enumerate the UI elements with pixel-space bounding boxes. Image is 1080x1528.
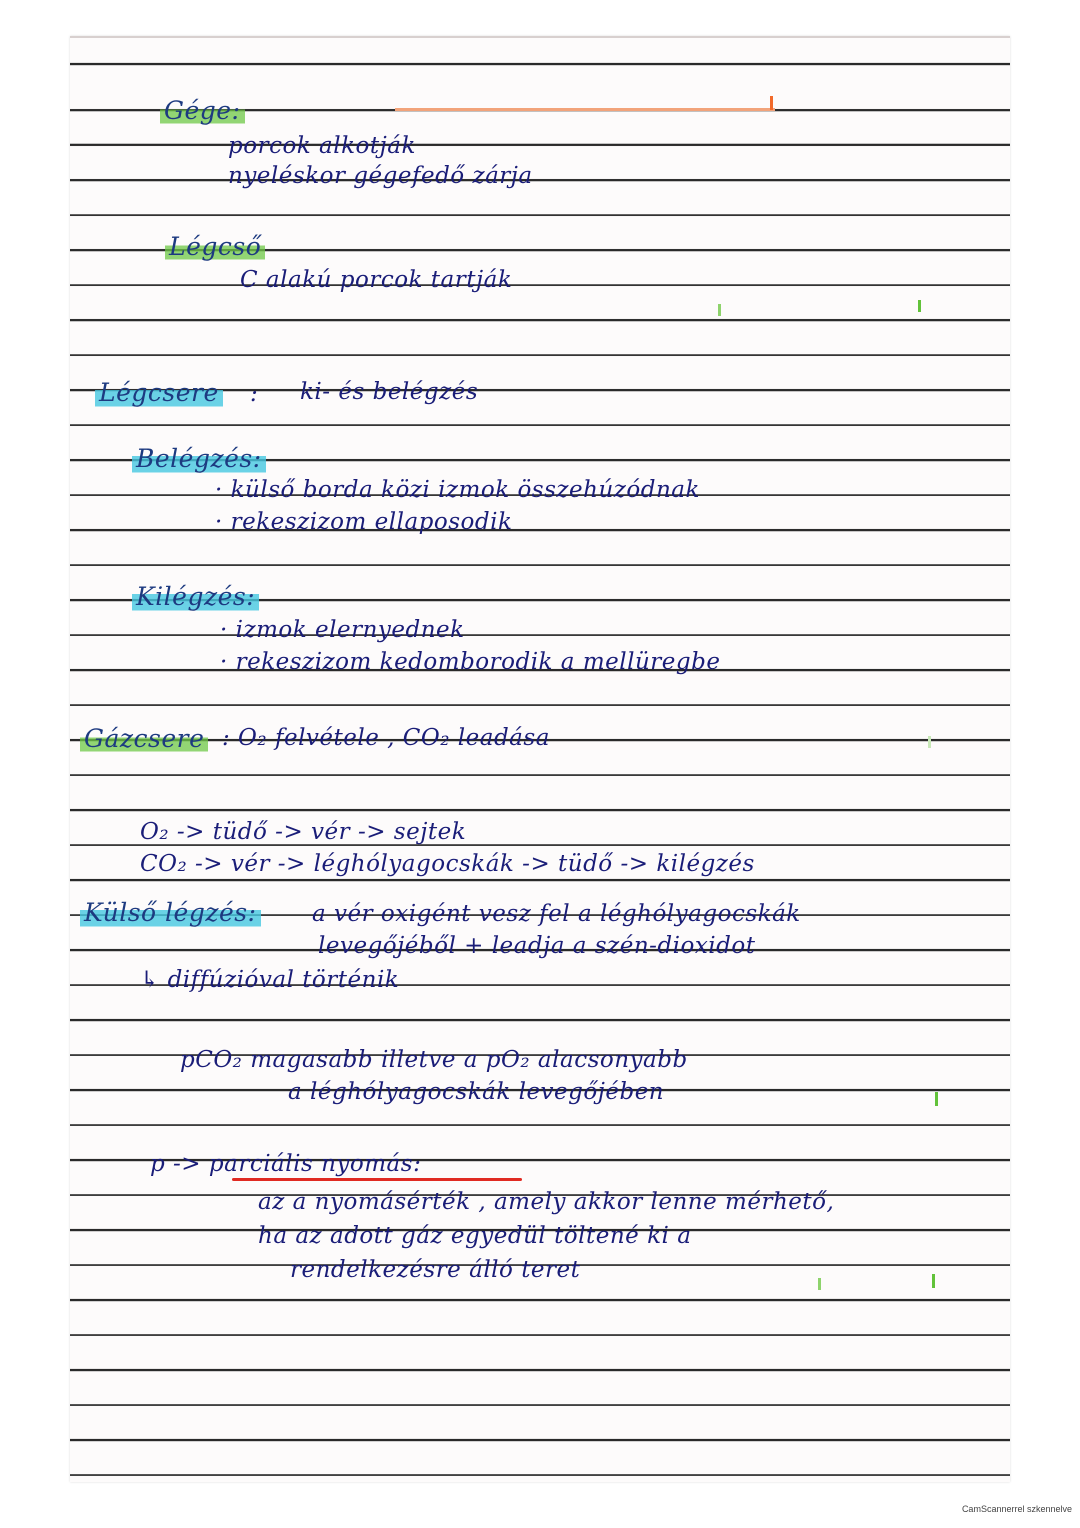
scanner-watermark: CamScannerrel szkennelve: [961, 1504, 1072, 1514]
gege-line-2: nyeléskor gégefedő zárja: [228, 163, 533, 189]
legcso-line-1: C alakú porcok tartják: [240, 267, 513, 293]
pco2-line-2: a léghólyagocskák levegőjében: [288, 1079, 665, 1105]
partial-pressure-line-2: ha az adott gáz egyedül töltené ki a: [258, 1223, 692, 1249]
heading-belegzes: Belégzés:: [132, 444, 266, 474]
co2-flow: CO₂ -> vér -> léghólyagocskák -> tüdő -> kilégzés: [140, 851, 755, 877]
kilegzes-bullet-1: · izmok elernyednek: [220, 617, 465, 643]
legcsere-text: ki- és belégzés: [300, 379, 479, 405]
green-marker-tick: [718, 304, 721, 316]
heading-gege: Gége:: [160, 96, 245, 126]
o2-flow: O₂ -> tüdő -> vér -> sejtek: [140, 819, 467, 845]
belegzes-bullet-1: · külső borda közi izmok összehúzódnak: [215, 477, 700, 503]
green-marker-tick: [818, 1278, 821, 1290]
heading-legcso: Légcső: [165, 232, 265, 262]
kulso-line-3: ↳ diffúzióval történik: [140, 967, 400, 993]
heading-legcsere: Légcsere: [95, 378, 223, 408]
partial-pressure-heading: p -> parciális nyomás:: [150, 1151, 422, 1177]
red-underline: [232, 1178, 522, 1181]
orange-marker-tick: [770, 96, 773, 110]
kilegzes-bullet-2: · rekeszizom kedomborodik a mellüregbe: [220, 649, 721, 675]
partial-pressure-term: parciális nyomás:: [208, 1151, 422, 1177]
green-marker-tick: [935, 1092, 938, 1106]
orange-marker-stroke: [395, 108, 775, 111]
green-marker-tick: [932, 1274, 935, 1288]
partial-pressure-line-3: rendelkezésre álló teret: [290, 1257, 581, 1283]
gazcsere-text: : O₂ felvétele , CO₂ leadása: [222, 725, 550, 751]
kulso-line-2: levegőjéből + leadja a szén-dioxidot: [318, 933, 756, 959]
green-marker-tick: [918, 300, 921, 312]
page-top-edge: [70, 36, 1010, 38]
heading-kilegzes: Kilégzés:: [132, 582, 259, 612]
green-marker-tick: [928, 736, 931, 748]
partial-pressure-line-1: az a nyomásérték , amely akkor lenne mérhető,: [258, 1189, 835, 1215]
legcsere-colon: :: [250, 381, 259, 407]
gege-line-1: porcok alkotják: [228, 133, 416, 159]
belegzes-bullet-2: · rekeszizom ellaposodik: [215, 509, 513, 535]
heading-kulso-legzes: Külső légzés:: [80, 898, 261, 928]
heading-gazcsere: Gázcsere: [80, 724, 208, 754]
kulso-line-1: a vér oxigént vesz fel a léghólyagocskák: [312, 901, 801, 927]
pco2-line-1: pCO₂ magasabb illetve a pO₂ alacsonyabb: [180, 1047, 688, 1073]
